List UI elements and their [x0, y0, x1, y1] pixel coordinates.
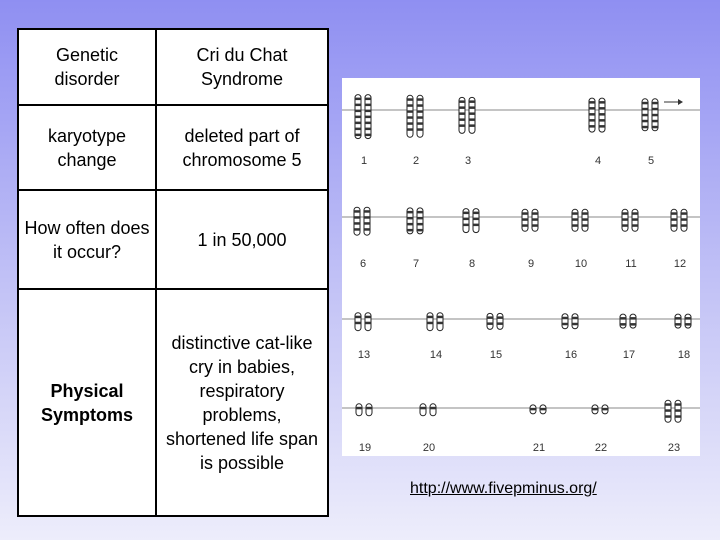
chromosome-number-label: 14 — [429, 349, 443, 361]
row-label: karyotype change — [18, 105, 156, 190]
chromosome-number-label: 19 — [358, 442, 372, 454]
row-value: Cri du Chat Syndrome — [156, 29, 328, 105]
chromosome-number-label: 20 — [422, 442, 436, 454]
row-label: Physical Symptoms — [18, 289, 156, 516]
chromosome-pair — [572, 209, 588, 231]
chromosome-pair — [355, 95, 371, 139]
chromosome-pair — [675, 314, 691, 328]
row-label: Genetic disorder — [18, 29, 156, 105]
chromosome-number-label: 1 — [360, 155, 368, 167]
chromosome-pair — [671, 209, 687, 231]
chromosome-pair — [356, 404, 372, 416]
chromosome-pair — [355, 313, 371, 331]
table-row — [18, 289, 328, 516]
chromosome-pair — [589, 98, 605, 132]
chromosome-pair — [354, 207, 370, 235]
chromosome-pair — [620, 314, 636, 328]
chromosome-pair — [487, 313, 503, 329]
chromosome-number-label: 2 — [412, 155, 420, 167]
chromosome-number-label: 6 — [359, 258, 367, 270]
chromosome-number-label: 5 — [647, 155, 655, 167]
chromosome-number-label: 21 — [532, 442, 546, 454]
chromosome-pair — [665, 400, 681, 422]
chromosome-pair — [530, 405, 546, 414]
chromosome-number-label: 13 — [357, 349, 371, 361]
chromosome-pair — [642, 99, 658, 131]
table-row — [18, 29, 328, 105]
chromosome-number-label: 22 — [594, 442, 608, 454]
chromosome-pair — [622, 209, 638, 231]
chromosome-pair — [420, 404, 436, 416]
chromosome-number-label: 23 — [667, 442, 681, 454]
chromosome-number-label: 4 — [594, 155, 602, 167]
chromosome-pair — [522, 209, 538, 231]
chromosome-number-label: 8 — [468, 258, 476, 270]
chromosome-pair — [459, 97, 475, 133]
chromosome-number-label: 3 — [464, 155, 472, 167]
chromosome-pair — [407, 208, 423, 234]
table-row — [18, 190, 328, 289]
chromosome-number-label: 15 — [489, 349, 503, 361]
row-value: deleted part of chromosome 5 — [156, 105, 328, 190]
karyotype-chart — [342, 78, 700, 456]
chromosome-number-label: 16 — [564, 349, 578, 361]
chromosome-number-label: 7 — [412, 258, 420, 270]
chromosome-number-label: 17 — [622, 349, 636, 361]
source-link[interactable]: http://www.fivepminus.org/ — [410, 480, 597, 497]
table-row — [18, 105, 328, 190]
chromosome-pair — [562, 314, 578, 329]
chromosome-pair — [427, 313, 443, 331]
chromosome-number-label: 10 — [574, 258, 588, 270]
disorder-info-table — [17, 28, 329, 517]
row-label: How often does it occur? — [18, 190, 156, 289]
row-value: 1 in 50,000 — [156, 190, 328, 289]
chromosome-pair — [463, 209, 479, 233]
deletion-arrowhead-icon — [678, 99, 683, 105]
chromosome-number-label: 11 — [625, 258, 637, 270]
chromosome-number-label: 9 — [527, 258, 535, 270]
row-value: distinctive cat-like cry in babies, respiratory problems, shortened life span is possible — [156, 289, 328, 516]
karyotype-image — [342, 78, 700, 456]
chromosome-number-label: 12 — [673, 258, 687, 270]
chromosome-pair — [407, 95, 423, 137]
chromosome-pair — [592, 405, 608, 414]
chromosome-number-label: 18 — [677, 349, 691, 361]
